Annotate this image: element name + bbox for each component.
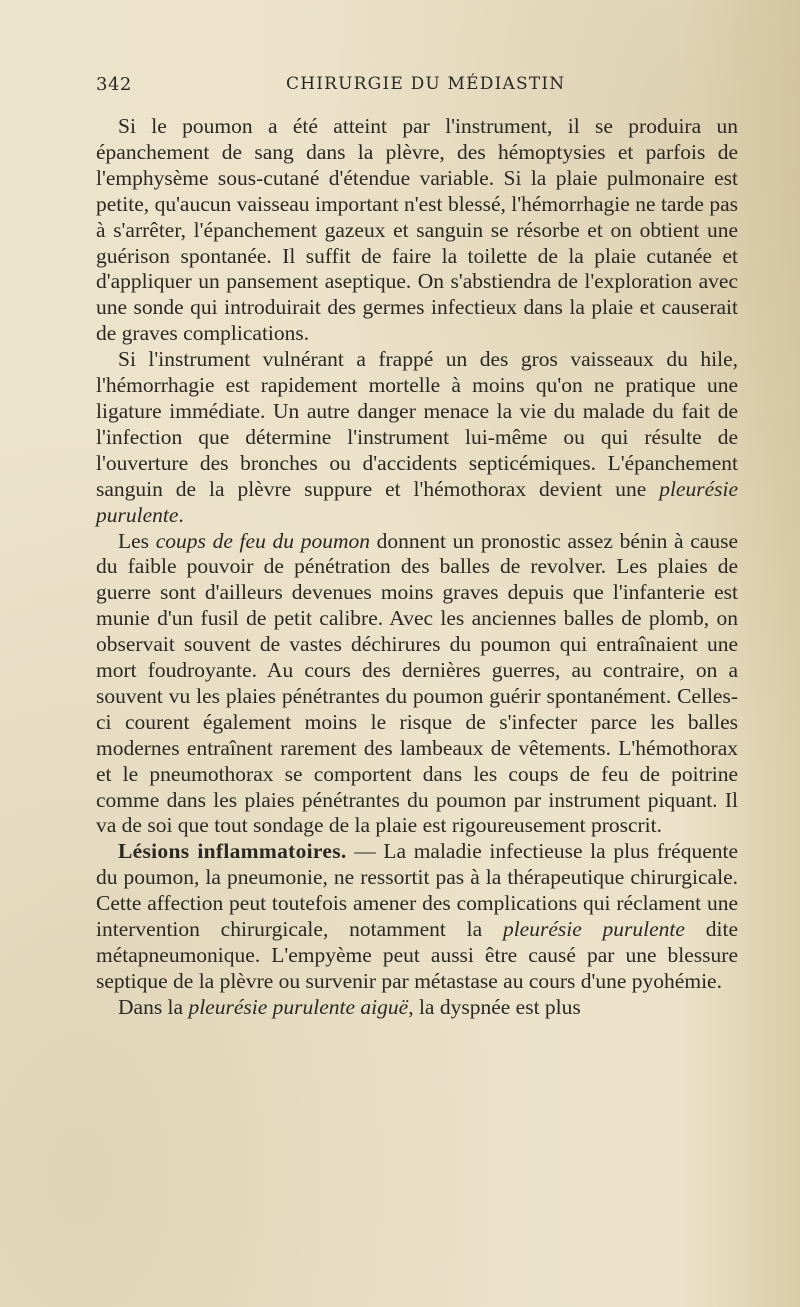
section-heading-lesions-inflammatoires: Lésions inflammatoires. (118, 839, 347, 864)
italic-term-pleuresie-purulente: pleurésie purulente (96, 476, 738, 527)
page-header (96, 74, 736, 102)
body-text (96, 114, 738, 1021)
running-title: CHIRURGIE DU MÉDIASTIN (286, 74, 566, 94)
paragraph-2-end: . (178, 502, 184, 527)
paragraph-1-text: Si le poumon a été atteint par l'instrument, il se produira un épanchement de sang dans la plèvre, des hémoptysies et parfois de l'emphysème sous-cutané d'étendue variable. Si la plaie pulmonaire est petite, qu'aucun vaisseau important n'est blessé, l'hémorrhagie ne tarde pas à s'arrêter, l'épanchement gazeux et sanguin se résorbe et on obtient une guérison spontanée. Il suffit de faire la toilette de la plaie cutanée et d'appliquer un pansement aseptique. On s'abstiendra de l'exploration avec une sonde qui introduirait des germes infectieux dans la plaie et causerait de graves complications. (96, 114, 738, 346)
paragraph-1 (96, 114, 738, 347)
paragraph-4 (96, 839, 738, 994)
paragraph-4-text: — La maladie infectieuse la plus fréquente du poumon, la pneumonie, ne ressortit pas à la thérapeutique chirurgicale. Cette affection peut toutefois amener des complications qui réclament une intervention chirurgicale, notamment la (96, 839, 738, 942)
paragraph-3 (96, 529, 738, 840)
paragraph-3-start: Les (118, 528, 156, 553)
italic-term-pleuresie-aigue: pleurésie purulente aiguë (188, 994, 409, 1019)
paragraph-2-text: Si l'instrument vulnérant a frappé un des gros vaisseaux du hile, l'hémorrhagie est rapidement mortelle à moins qu'on ne pratique une ligature immédiate. Un autre danger menace la vie du malade du fait de l'infection que détermine l'instrument lui-même ou qui résulte de l'ouverture des bronches ou d'accidents septicémiques. L'épanchement sanguin de la plèvre suppure et l'hémothorax devient une (96, 347, 738, 501)
paragraph-3-text: donnent un pronostic assez bénin à cause du faible pouvoir de pénétration des balles de revolver. Les plaies de guerre sont d'ailleurs devenues moins graves depuis que l'infanterie est munie d'un fusil de petit calibre. Avec les anciennes balles de plomb, on observait souvent de vastes déchirures du poumon qui entraînaient une mort foudroyante. Au cours des dernières guerres, au contraire, on a souvent vu les plaies pénétrantes du poumon guérir spontanément. Celles-ci courent également moins le risque de s'infecter parce les balles modernes entraînent rarement des lambeaux de vêtements. L'hémothorax et le pneumothorax se comportent dans les coups de feu de poitrine comme dans les plaies pénétrantes du poumon par instrument piquant. Il va de soi que tout sondage de la plaie est rigoureusement proscrit. (96, 528, 738, 838)
paragraph-5-start: Dans la (118, 994, 189, 1019)
paragraph-5 (96, 995, 738, 1021)
paragraph-4-end: dite métapneumonique. L'empyème peut aussi être causé par une blessure septique de la plèvre ou survenir par métastase au cours d'une pyohémie. (96, 917, 738, 993)
italic-term-coups-de-feu: coups de feu du poumon (155, 528, 370, 553)
page-number: 342 (96, 74, 132, 95)
italic-term-pleuresie-purulente-2: pleurésie purulente (502, 917, 685, 942)
paragraph-5-text: , la dyspnée est plus (408, 994, 581, 1019)
paragraph-2 (96, 347, 738, 528)
